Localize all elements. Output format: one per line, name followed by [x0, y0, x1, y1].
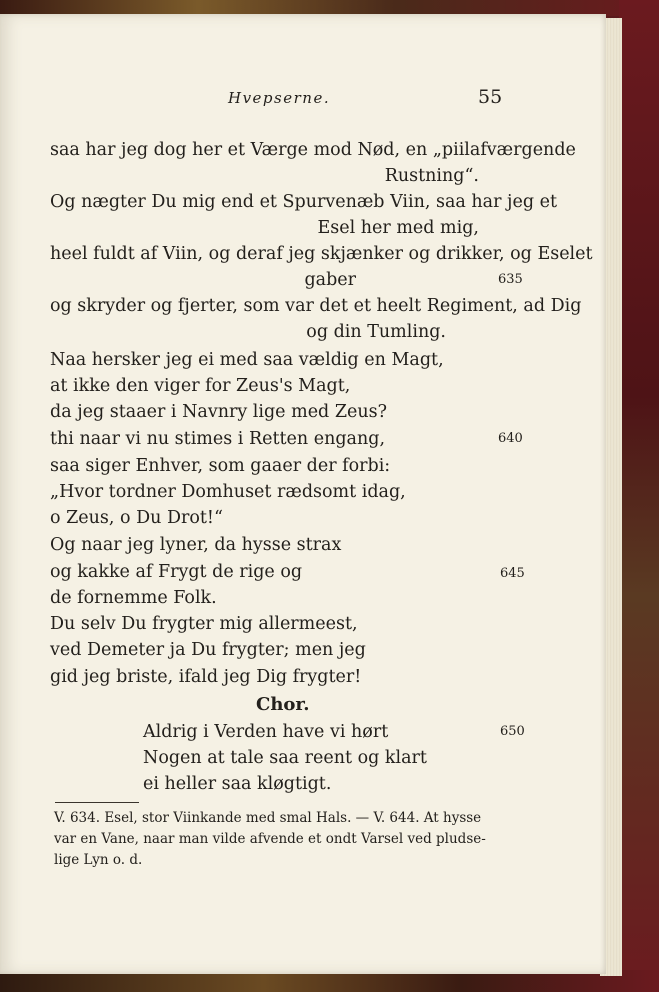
- book-page: [0, 14, 606, 974]
- line-number: 635: [498, 272, 523, 287]
- verse-line: Esel her med mig,: [317, 218, 479, 238]
- verse-line: og din Tumling.: [306, 322, 446, 342]
- verse-line: og skryder og fjerter, som var det et heelt Regiment, ad Dig: [50, 296, 582, 316]
- line-number: 640: [498, 431, 523, 446]
- verse-line: gid jeg briste, ifald jeg Dig frygter!: [50, 667, 362, 687]
- footnote-rule: [55, 802, 139, 803]
- verse-line: Og naar jeg lyner, da hysse strax: [50, 535, 342, 555]
- verse-line: saa har jeg dog her et Værge mod Nød, en „piilafværgende: [50, 140, 576, 160]
- verse-line: Og nægter Du mig end et Spurvenæb Viin, saa har jeg et: [50, 192, 557, 212]
- verse-line: ved Demeter ja Du frygter; men jeg: [50, 640, 366, 660]
- line-number: 645: [500, 566, 525, 581]
- chorus-line: Nogen at tale saa reent og klart: [143, 748, 427, 768]
- running-header: Hvepserne.: [228, 89, 331, 107]
- verse-line: at ikke den viger for Zeus's Magt,: [50, 376, 351, 396]
- verse-line: da jeg staaer i Navnry lige med Zeus?: [50, 402, 387, 422]
- verse-line: de fornemme Folk.: [50, 588, 217, 608]
- footnote-line: V. 634. Esel, stor Viinkande med smal Hals. — V. 644. At hysse: [54, 810, 482, 826]
- chorus-line: Aldrig i Verden have vi hørt: [143, 722, 389, 742]
- line-number: 650: [500, 724, 525, 739]
- verse-line: „Hvor tordner Domhuset rædsomt idag,: [50, 482, 406, 502]
- verse-line: o Zeus, o Du Drot!“: [50, 508, 223, 528]
- verse-line: thi naar vi nu stimes i Retten engang,: [50, 429, 386, 449]
- page-number: 55: [478, 86, 503, 108]
- footnote-line: var en Vane, naar man vilde afvende et ondt Varsel ved pludse-: [54, 831, 486, 847]
- verse-line: Naa hersker jeg ei med saa vældig en Magt,: [50, 350, 444, 370]
- verse-line: heel fuldt af Viin, og deraf jeg skjænker og drikker, og Eselet: [50, 244, 593, 264]
- verse-line: og kakke af Frygt de rige og: [50, 562, 303, 582]
- chorus-speaker: Chor.: [256, 694, 310, 715]
- verse-line: Rustning“.: [384, 166, 479, 186]
- chorus-line: ei heller saa kløgtigt.: [143, 774, 332, 794]
- book-binding-right: [619, 0, 659, 992]
- verse-line: saa siger Enhver, som gaaer der forbi:: [50, 456, 391, 476]
- footnote-line: lige Lyn o. d.: [54, 852, 143, 868]
- verse-line: gaber: [304, 270, 356, 290]
- verse-line: Du selv Du frygter mig allermeest,: [50, 614, 358, 634]
